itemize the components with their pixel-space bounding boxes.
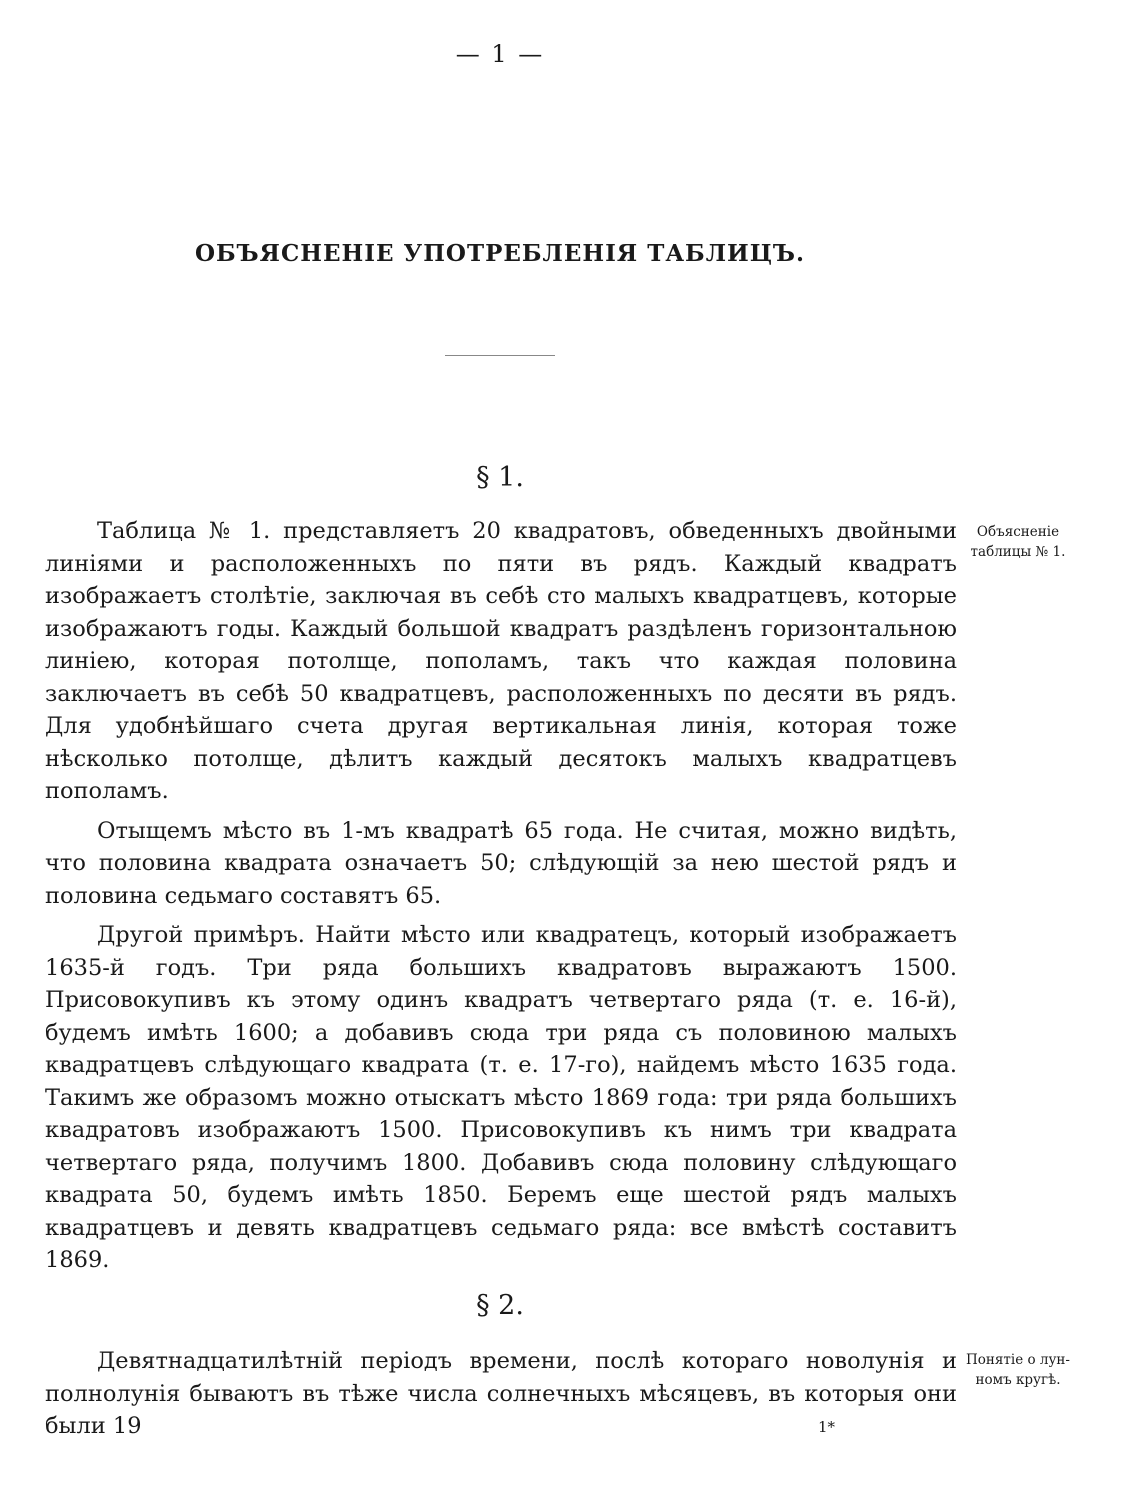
title-divider <box>445 355 555 356</box>
paragraph-2: Отыщемъ мѣсто въ 1-мъ квадратѣ 65 года. Не считая, можно видѣть, что половина квадрата означаетъ 50; слѣдующій за нею шестой рядъ и половина седьмаго составятъ 65. <box>45 817 957 909</box>
page-title: ОБЪЯСНЕНІЕ УПОТРЕБЛЕНІЯ ТАБЛИЦЪ. <box>194 240 806 267</box>
signature-mark: 1* <box>818 1418 836 1436</box>
section-1-body <box>45 515 957 1284</box>
margin-note-2: Понятіе о лунномъ кругѣ. <box>966 1352 1070 1388</box>
margin-note-1: Объясненіе таблицы № 1. <box>970 524 1066 560</box>
paragraph-1: Таблица № 1. представляетъ 20 квадратовъ, обведенныхъ двойными линіями и расположенныхъ по пяти въ рядъ. Каждый квадратъ изображаетъ столѣтіе, заключая въ себѣ сто малыхъ квадратцевъ, которые изображаютъ годы. Каждый большой квадратъ раздѣленъ горизонтальною линіею, которая потолще, пополамъ, такъ что каждая половина заключаетъ въ себѣ 50 квадратцевъ, расположенныхъ по десяти въ рядъ. Для удобнѣйшаго счета другая вертикальная линія, которая тоже нѣсколько потолще, дѣлитъ каждый десятокъ малыхъ квадратцевъ пополамъ. <box>45 518 957 804</box>
section-heading-1: § 1. <box>476 462 524 493</box>
page-number: — 1 — <box>455 40 545 68</box>
section-heading-2: § 2. <box>476 1290 524 1321</box>
paragraph-4: Девятнадцатилѣтній періодъ времени, послѣ котораго новолунія и полнолунія бываютъ въ тѣже числа солнечныхъ мѣсяцевъ, въ которыя они были 19 <box>45 1348 957 1439</box>
paragraph-3: Другой примѣръ. Найти мѣсто или квадратецъ, который изображаетъ 1635-й годъ. Три ряда большихъ квадратовъ выражаютъ 1500. Присовокупивъ къ этому одинъ квадратъ четвертаго ряда (т. е. 16-й), будемъ имѣть 1600; а добавивъ сюда три ряда съ половиною малыхъ квадратцевъ слѣдующаго квадрата (т. е. 17-го), найдемъ мѣсто 1635 года. Такимъ же образомъ можно отыскатъ мѣсто 1869 года: три ряда большихъ квадратовъ изображаютъ 1500. Присовокупивъ къ нимъ три квадрата четвертаго ряда, получимъ 1800. Добавивъ сюда половину слѣдующаго квадрата 50, будемъ имѣть 1850. Беремъ еще шестой рядъ малыхъ квадратцевъ и девять квадратцевъ седьмаго ряда: все вмѣстѣ составитъ 1869. <box>45 922 957 1273</box>
